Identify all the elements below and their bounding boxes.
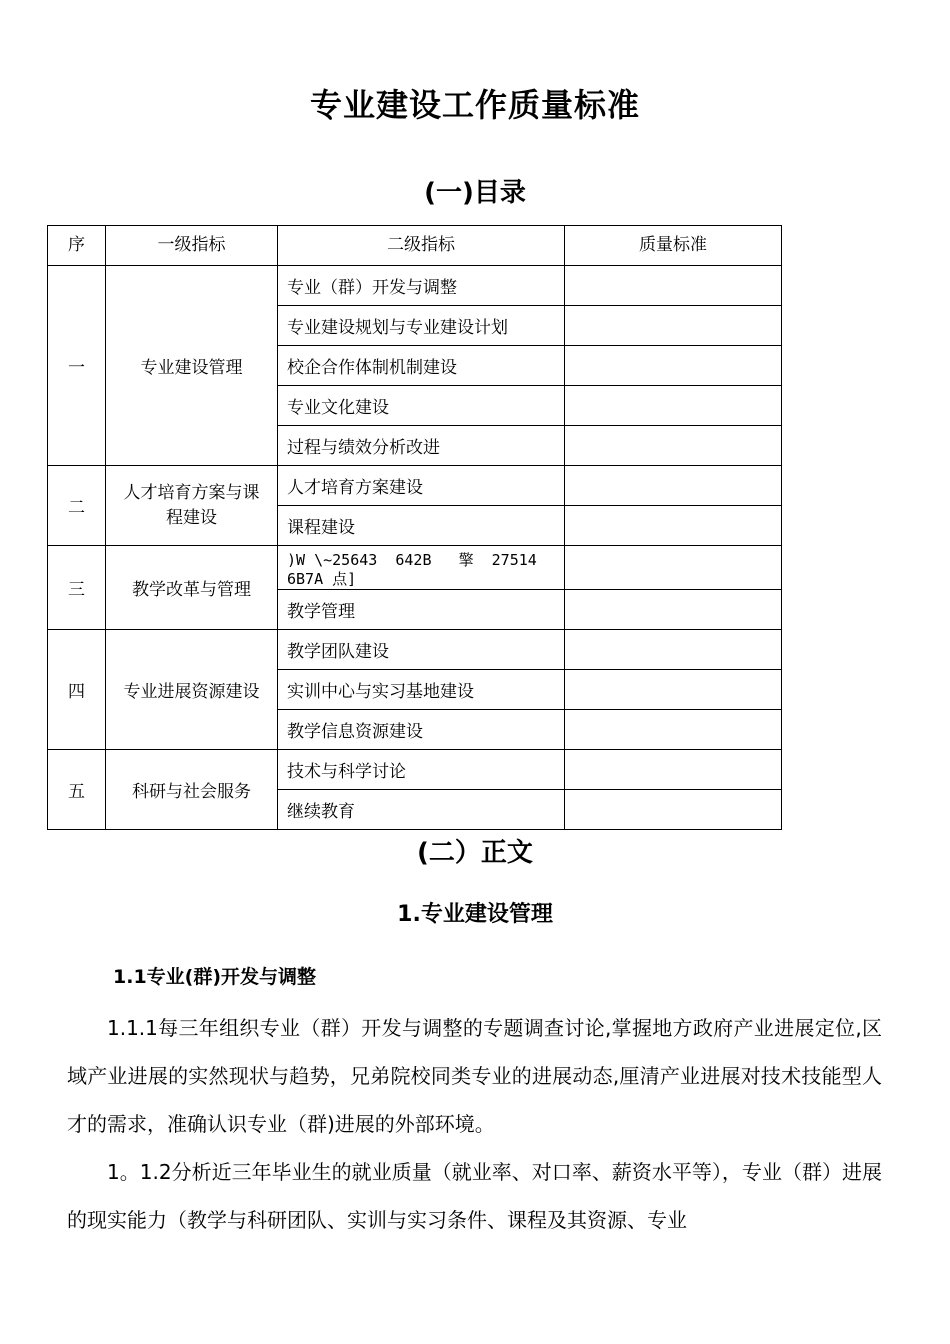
table-row [48, 630, 782, 670]
level2-cell: 教学信息资源建设 [278, 710, 565, 750]
seq-cell: 五 [48, 750, 106, 830]
header-seq: 序 [48, 226, 106, 266]
standard-cell [565, 750, 782, 790]
standard-cell [565, 386, 782, 426]
header-level2: 二级指标 [278, 226, 565, 266]
seq-cell: 二 [48, 466, 106, 546]
level2-cell: 技术与科学讨论 [278, 750, 565, 790]
seq-cell: 三 [48, 546, 106, 630]
seq-cell: 一 [48, 266, 106, 466]
level1-cell: 教学改革与管理 [106, 546, 278, 630]
toc-table [47, 225, 782, 830]
level2-cell: 实训中心与实习基地建设 [278, 670, 565, 710]
level1-cell: 人才培育方案与课程建设 [106, 466, 278, 546]
level2-cell: 教学管理 [278, 590, 565, 630]
level2-cell: 专业（群）开发与调整 [278, 266, 565, 306]
chapter-title: 1.专业建设管理 [397, 902, 553, 927]
standard-cell [565, 506, 782, 546]
header-level1: 一级指标 [106, 226, 278, 266]
standard-cell [565, 790, 782, 830]
body-paragraph [67, 1004, 882, 1148]
standard-cell [565, 670, 782, 710]
level2-cell: 课程建设 [278, 506, 565, 546]
level2-cell-garbled: )W \~25643 642B 擎 27514 6B7A 点] [278, 546, 565, 590]
level2-cell: 人才培育方案建设 [278, 466, 565, 506]
toc-header-row [48, 226, 782, 266]
table-row [48, 750, 782, 790]
standard-cell [565, 710, 782, 750]
subsection-title: 1.1专业(群)开发与调整 [113, 966, 317, 988]
table-row [48, 466, 782, 506]
level1-cell: 专业建设管理 [106, 266, 278, 466]
level2-cell: 校企合作体制机制建设 [278, 346, 565, 386]
paragraph-text: 1.1.1每三年组织专业（群）开发与调整的专题调查讨论,掌握地方政府产业进展定位,区域产业进展的实然现状与趋势，兄弟院校同类专业的进展动态,厘清产业进展对技术技能型人才的需求，准确认识专业（群)进展的外部环境。 [67, 1016, 882, 1136]
toc-heading: (一)目录 [424, 178, 526, 208]
standard-cell [565, 630, 782, 670]
standard-cell [565, 266, 782, 306]
level1-cell: 科研与社会服务 [106, 750, 278, 830]
standard-cell [565, 306, 782, 346]
standard-cell [565, 590, 782, 630]
document-title: 专业建设工作质量标准 [309, 86, 640, 124]
body-paragraph [67, 1148, 882, 1244]
level2-cell: 专业文化建设 [278, 386, 565, 426]
standard-cell [565, 546, 782, 590]
standard-cell [565, 466, 782, 506]
table-row [48, 546, 782, 590]
standard-cell [565, 426, 782, 466]
level2-cell: 继续教育 [278, 790, 565, 830]
level2-cell: 专业建设规划与专业建设计划 [278, 306, 565, 346]
body-heading: (二）正文 [417, 838, 533, 868]
level2-cell: 教学团队建设 [278, 630, 565, 670]
header-standard: 质量标准 [565, 226, 782, 266]
table-row [48, 266, 782, 306]
level1-cell: 专业进展资源建设 [106, 630, 278, 750]
standard-cell [565, 346, 782, 386]
level2-cell: 过程与绩效分析改进 [278, 426, 565, 466]
paragraph-text: 1。1.2分析近三年毕业生的就业质量（就业率、对口率、薪资水平等），专业（群）进展的现实能力（教学与科研团队、实训与实习条件、课程及其资源、专业 [67, 1160, 882, 1232]
seq-cell: 四 [48, 630, 106, 750]
